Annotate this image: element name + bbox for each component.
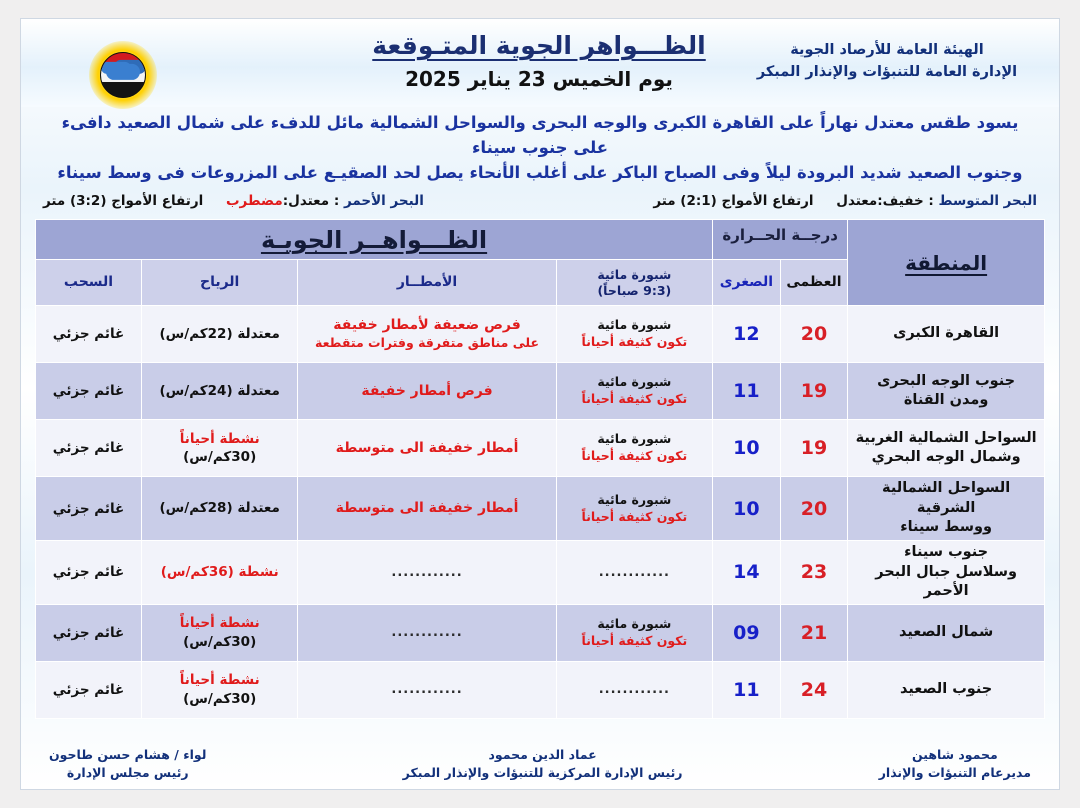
meteorological-authority-logo-icon xyxy=(89,41,157,109)
cell-fog xyxy=(556,306,712,363)
wind-line-1: نشطة أحياناً xyxy=(179,672,260,689)
cell-min-temp: 10 xyxy=(713,420,781,477)
table-head xyxy=(36,220,1045,306)
cell-wind xyxy=(141,420,297,477)
table-row xyxy=(36,477,1045,541)
wind-line-1: نشطة (36كم/س) xyxy=(160,564,279,581)
signature-name: لواء / هشام حسن طاحون xyxy=(49,746,207,762)
rain-line-1: أمطار خفيفة الى متوسطة xyxy=(335,500,519,517)
org-line-1: الهيئة العامة للأرصاد الجوية xyxy=(790,42,984,58)
cell-fog xyxy=(556,363,712,420)
cell-rain: ............ xyxy=(298,661,556,718)
red-sea-wave-height: ارتفاع الأمواج (3:2) متر xyxy=(43,193,204,210)
region-line-2: ومدن القناة xyxy=(903,392,989,409)
cell-region xyxy=(848,363,1045,420)
cell-wind xyxy=(141,363,297,420)
cell-max-temp: 19 xyxy=(780,363,848,420)
signature-block xyxy=(879,746,1031,784)
rain-line-2: على مناطق متفرقة وفترات متقطعة xyxy=(315,335,540,351)
fog-line-1: شبورة مائية xyxy=(597,491,672,507)
header-fog-line2: (9:3 صباحاً) xyxy=(597,282,672,298)
cell-wind xyxy=(141,540,297,604)
red-sea-state-highlight: مضطرب xyxy=(225,193,283,210)
region-line-1: جنوب سيناء xyxy=(904,543,989,560)
forecast-table xyxy=(35,219,1045,718)
cell-cloud: غائم جزئي xyxy=(36,604,142,661)
cell-min-temp: 14 xyxy=(713,540,781,604)
cell-fog: ............ xyxy=(556,661,712,718)
signature-name: محمود شاهين xyxy=(911,746,998,762)
cell-fog xyxy=(556,477,712,541)
cell-rain xyxy=(298,306,556,363)
signatures-footer xyxy=(21,746,1059,784)
header-wind: الرياح xyxy=(141,260,297,306)
cell-wind xyxy=(141,604,297,661)
mediterranean-label: البحر المتوسط xyxy=(938,193,1037,210)
sea-conditions-row xyxy=(21,187,1059,213)
header-temperature: درجــة الحــرارة xyxy=(713,220,848,260)
wind-line-2: (30كم/س) xyxy=(183,633,257,650)
cell-cloud: غائم جزئي xyxy=(36,306,142,363)
fog-line-2: تكون كثيفة أحياناً xyxy=(581,508,688,524)
cell-max-temp: 19 xyxy=(780,420,848,477)
cell-min-temp: 12 xyxy=(713,306,781,363)
mediterranean-state-value: خفيف:معتدل xyxy=(836,193,924,210)
cell-max-temp: 20 xyxy=(780,306,848,363)
region-line-1: السواحل الشمالية الشرقية xyxy=(882,480,1011,516)
cell-min-temp: 10 xyxy=(713,477,781,541)
group-header-row xyxy=(36,220,1045,260)
cell-cloud: غائم جزئي xyxy=(36,363,142,420)
red-sea-state-prefix: معتدل: xyxy=(282,193,330,210)
cell-max-temp: 23 xyxy=(780,540,848,604)
header-region: المنطقة xyxy=(848,220,1045,306)
forecast-sheet xyxy=(20,18,1060,790)
header-phenomena: الظـــواهــر الجويـة xyxy=(36,220,713,260)
cell-max-temp: 21 xyxy=(780,604,848,661)
org-line-2: الإدارة العامة للتنبؤات والإنذار المبكر xyxy=(756,64,1018,81)
table-row xyxy=(36,604,1045,661)
cell-cloud: غائم جزئي xyxy=(36,540,142,604)
cell-fog xyxy=(556,420,712,477)
title-block xyxy=(349,31,729,91)
cell-wind xyxy=(141,661,297,718)
rain-line-1: فرص ضعيفة لأمطار خفيفة xyxy=(333,317,521,334)
signature-role: رئيس مجلس الإدارة xyxy=(66,765,189,781)
forecast-date: يوم الخميس 23 يناير 2025 xyxy=(405,67,673,91)
summary-line-2: وجنوب الصعيد شديد البرودة ليلاً وفى الصباح الباكر على أغلب الأنحاء يصل لحد الصقيـع على المزروعات فى وسط سيناء xyxy=(57,162,1023,182)
signature-name: عماد الدين محمود xyxy=(488,746,597,762)
rain-line-1: أمطار خفيفة الى متوسطة xyxy=(335,439,519,456)
cell-min-temp: 09 xyxy=(713,604,781,661)
header-fog-line1: شبورة مائية xyxy=(597,267,672,283)
cell-min-temp: 11 xyxy=(713,363,781,420)
page-title: الظـــواهر الجوية المتـوقعة xyxy=(372,31,706,60)
cell-wind xyxy=(141,477,297,541)
fog-line-2: تكون كثيفة أحياناً xyxy=(581,448,688,464)
region-line-1: السواحل الشمالية الغربية xyxy=(855,429,1037,446)
logo-black-band xyxy=(101,82,145,97)
summary-block xyxy=(21,107,1059,187)
cell-cloud: غائم جزئي xyxy=(36,661,142,718)
table-body xyxy=(36,306,1045,718)
header-min-temp: الصغرى xyxy=(713,260,781,306)
table-row xyxy=(36,420,1045,477)
cell-rain: ............ xyxy=(298,540,556,604)
wind-line-1: معتدلة (28كم/س) xyxy=(159,500,280,517)
mediterranean-wave-height: ارتفاع الأمواج (2:1) متر xyxy=(653,193,814,210)
signature-block xyxy=(49,746,206,784)
cloud-icon xyxy=(106,64,140,80)
cell-rain xyxy=(298,363,556,420)
signature-block xyxy=(403,746,683,784)
region-line-1: جنوب الوجه البحرى xyxy=(877,372,1016,389)
rain-line-1: فرص أمطار خفيفة xyxy=(361,382,493,399)
header-fog xyxy=(556,260,712,306)
fog-line-2: تكون كثيفة أحياناً xyxy=(581,632,688,648)
red-sea-separator: : xyxy=(329,193,344,210)
cell-region xyxy=(848,477,1045,541)
cell-rain: ............ xyxy=(298,604,556,661)
mediterranean-sea-conditions xyxy=(653,193,1037,209)
table-row xyxy=(36,540,1045,604)
fog-line-2: تكون كثيفة أحياناً xyxy=(581,391,688,407)
wind-line-1: نشطة أحياناً xyxy=(179,431,260,448)
organization-block xyxy=(737,39,1037,84)
cell-fog xyxy=(556,604,712,661)
wind-line-2: (30كم/س) xyxy=(183,449,257,466)
cell-rain xyxy=(298,477,556,541)
mediterranean-state: : xyxy=(923,193,939,210)
cell-max-temp: 20 xyxy=(780,477,848,541)
red-sea-label: البحر الأحمر xyxy=(343,193,424,210)
cell-rain xyxy=(298,420,556,477)
cell-fog: ............ xyxy=(556,540,712,604)
fog-line-1: شبورة مائية xyxy=(597,615,672,631)
table-row xyxy=(36,306,1045,363)
table-row xyxy=(36,661,1045,718)
cell-region: جنوب الصعيد xyxy=(848,661,1045,718)
cell-region xyxy=(848,420,1045,477)
wind-line-1: معتدلة (22كم/س) xyxy=(159,326,280,343)
logo-emblem xyxy=(100,52,146,98)
region-line-2: وشمال الوجه البحري xyxy=(871,449,1021,466)
signature-role: رئيس الإدارة المركزية للتنبؤات والإنذار المبكر xyxy=(402,765,683,781)
cell-region xyxy=(848,540,1045,604)
region-line-2: وسلاسل جبال البحر الأحمر xyxy=(875,563,1018,600)
sheet-header xyxy=(21,19,1059,107)
cell-cloud: غائم جزئي xyxy=(36,420,142,477)
summary-line-1: يسود طقس معتدل نهاراً على القاهرة الكبرى والوجه البحرى والسواحل الشمالية مائل للدفء على شمال الصعيد دافىء على جنوب سيناء xyxy=(61,113,1019,157)
wind-line-1: معتدلة (24كم/س) xyxy=(159,383,280,400)
cell-region: القاهرة الكبرى xyxy=(848,306,1045,363)
table-row xyxy=(36,363,1045,420)
cell-cloud: غائم جزئي xyxy=(36,477,142,541)
cell-region: شمال الصعيد xyxy=(848,604,1045,661)
wind-line-1: نشطة أحياناً xyxy=(179,615,260,632)
region-line-2: ووسط سيناء xyxy=(900,519,993,536)
header-max-temp: العظمى xyxy=(780,260,848,306)
fog-line-1: شبورة مائية xyxy=(597,317,672,333)
cell-wind xyxy=(141,306,297,363)
cell-max-temp: 24 xyxy=(780,661,848,718)
forecast-table-wrap xyxy=(21,213,1059,718)
cell-min-temp: 11 xyxy=(713,661,781,718)
fog-line-2: تكون كثيفة أحياناً xyxy=(581,334,688,350)
header-cloud: السحب xyxy=(36,260,142,306)
wind-line-2: (30كم/س) xyxy=(183,690,257,707)
fog-line-1: شبورة مائية xyxy=(597,431,672,447)
signature-role: مديرعام التنبؤات والإنذار xyxy=(878,765,1031,781)
header-rain: الأمطــار xyxy=(298,260,556,306)
red-sea-conditions xyxy=(43,193,424,209)
fog-line-1: شبورة مائية xyxy=(597,374,672,390)
